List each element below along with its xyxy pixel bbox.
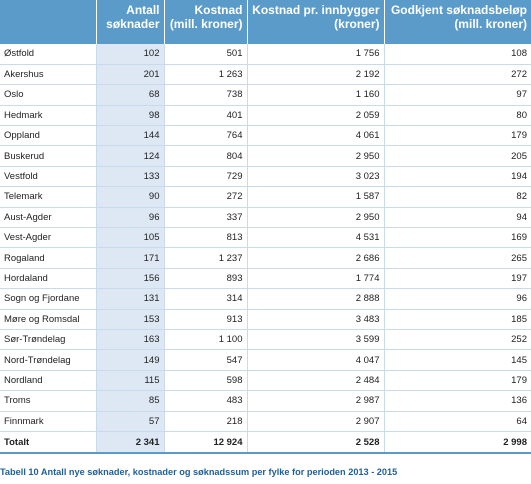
total-row bbox=[0, 431, 531, 453]
total-label: Totalt bbox=[0, 431, 96, 453]
applications-count: 68 bbox=[96, 85, 164, 105]
approved-amount-value: 205 bbox=[384, 146, 531, 166]
table-row bbox=[0, 391, 531, 411]
applications-count: 98 bbox=[96, 105, 164, 125]
approved-amount-value: 136 bbox=[384, 391, 531, 411]
cost-per-capita-value: 4 047 bbox=[247, 350, 384, 370]
approved-amount-value: 96 bbox=[384, 289, 531, 309]
total-approved-amount: 2 998 bbox=[384, 431, 531, 453]
approved-amount-value: 94 bbox=[384, 207, 531, 227]
approved-amount-value: 97 bbox=[384, 85, 531, 105]
cost-value: 598 bbox=[164, 370, 247, 390]
approved-amount-value: 169 bbox=[384, 228, 531, 248]
cost-per-capita-value: 4 061 bbox=[247, 126, 384, 146]
table-row bbox=[0, 146, 531, 166]
county-name: Buskerud bbox=[0, 146, 96, 166]
header-applications-line2: søknader bbox=[106, 17, 160, 31]
table-row bbox=[0, 248, 531, 268]
approved-amount-value: 197 bbox=[384, 268, 531, 288]
cost-value: 738 bbox=[164, 85, 247, 105]
county-name: Finnmark bbox=[0, 411, 96, 431]
applications-count: 131 bbox=[96, 289, 164, 309]
cost-value: 893 bbox=[164, 268, 247, 288]
header-applications bbox=[96, 0, 164, 44]
county-name: Oslo bbox=[0, 85, 96, 105]
cost-value: 337 bbox=[164, 207, 247, 227]
cost-value: 314 bbox=[164, 289, 247, 309]
cost-value: 729 bbox=[164, 166, 247, 186]
header-approved-amount-line1: Godkjent søknadsbeløp bbox=[390, 3, 527, 17]
table-row bbox=[0, 207, 531, 227]
table-body bbox=[0, 44, 531, 453]
header-approved-amount bbox=[384, 0, 531, 44]
county-name: Nordland bbox=[0, 370, 96, 390]
cost-per-capita-value: 4 531 bbox=[247, 228, 384, 248]
cost-per-capita-value: 2 950 bbox=[247, 146, 384, 166]
county-name: Aust-Agder bbox=[0, 207, 96, 227]
approved-amount-value: 145 bbox=[384, 350, 531, 370]
header-cost bbox=[164, 0, 247, 44]
applications-count: 124 bbox=[96, 146, 164, 166]
cost-per-capita-value: 2 059 bbox=[247, 105, 384, 125]
approved-amount-value: 252 bbox=[384, 329, 531, 349]
header-region bbox=[0, 0, 96, 44]
total-applications: 2 341 bbox=[96, 431, 164, 453]
cost-per-capita-value: 2 484 bbox=[247, 370, 384, 390]
cost-value: 804 bbox=[164, 146, 247, 166]
table-row bbox=[0, 126, 531, 146]
applications-count: 149 bbox=[96, 350, 164, 370]
table-row bbox=[0, 228, 531, 248]
header-cost-per-capita-line2: (kroner) bbox=[334, 17, 380, 31]
cost-value: 813 bbox=[164, 228, 247, 248]
table-row bbox=[0, 350, 531, 370]
cost-per-capita-value: 2 907 bbox=[247, 411, 384, 431]
county-name: Møre og Romsdal bbox=[0, 309, 96, 329]
cost-value: 501 bbox=[164, 44, 247, 64]
cost-value: 1 100 bbox=[164, 329, 247, 349]
table-row bbox=[0, 166, 531, 186]
county-name: Sør-Trøndelag bbox=[0, 329, 96, 349]
cost-per-capita-value: 1 756 bbox=[247, 44, 384, 64]
approved-amount-value: 179 bbox=[384, 126, 531, 146]
county-name: Sogn og Fjordane bbox=[0, 289, 96, 309]
cost-per-capita-value: 2 888 bbox=[247, 289, 384, 309]
header-approved-amount-line2: (mill. kroner) bbox=[454, 17, 527, 31]
approved-amount-value: 185 bbox=[384, 309, 531, 329]
cost-value: 218 bbox=[164, 411, 247, 431]
applications-count: 102 bbox=[96, 44, 164, 64]
table-row bbox=[0, 44, 531, 64]
header-cost-per-capita-line1: Kostnad pr. innbygger bbox=[252, 3, 380, 17]
table-header bbox=[0, 0, 531, 44]
approved-amount-value: 80 bbox=[384, 105, 531, 125]
county-name: Østfold bbox=[0, 44, 96, 64]
approved-amount-value: 194 bbox=[384, 166, 531, 186]
cost-per-capita-value: 3 023 bbox=[247, 166, 384, 186]
applications-count: 96 bbox=[96, 207, 164, 227]
approved-amount-value: 179 bbox=[384, 370, 531, 390]
table-row bbox=[0, 309, 531, 329]
applications-count: 163 bbox=[96, 329, 164, 349]
county-name: Telemark bbox=[0, 187, 96, 207]
approved-amount-value: 108 bbox=[384, 44, 531, 64]
county-name: Vest-Agder bbox=[0, 228, 96, 248]
approved-amount-value: 272 bbox=[384, 64, 531, 84]
county-name: Hedmark bbox=[0, 105, 96, 125]
header-cost-per-capita bbox=[247, 0, 384, 44]
cost-per-capita-value: 1 587 bbox=[247, 187, 384, 207]
table-row bbox=[0, 370, 531, 390]
applications-count: 115 bbox=[96, 370, 164, 390]
county-name: Hordaland bbox=[0, 268, 96, 288]
county-name: Vestfold bbox=[0, 166, 96, 186]
applications-count: 133 bbox=[96, 166, 164, 186]
county-name: Nord-Trøndelag bbox=[0, 350, 96, 370]
table-row bbox=[0, 329, 531, 349]
header-row bbox=[0, 0, 531, 44]
cost-per-capita-value: 2 950 bbox=[247, 207, 384, 227]
table-row bbox=[0, 268, 531, 288]
approved-amount-value: 265 bbox=[384, 248, 531, 268]
cost-value: 1 263 bbox=[164, 64, 247, 84]
approved-amount-value: 82 bbox=[384, 187, 531, 207]
cost-value: 272 bbox=[164, 187, 247, 207]
cost-value: 913 bbox=[164, 309, 247, 329]
cost-per-capita-value: 2 987 bbox=[247, 391, 384, 411]
total-cost: 12 924 bbox=[164, 431, 247, 453]
cost-value: 483 bbox=[164, 391, 247, 411]
applications-count: 90 bbox=[96, 187, 164, 207]
cost-value: 547 bbox=[164, 350, 247, 370]
cost-per-capita-value: 3 599 bbox=[247, 329, 384, 349]
cost-per-capita-value: 3 483 bbox=[247, 309, 384, 329]
county-name: Akershus bbox=[0, 64, 96, 84]
table-row bbox=[0, 85, 531, 105]
cost-value: 401 bbox=[164, 105, 247, 125]
applications-count: 156 bbox=[96, 268, 164, 288]
cost-per-capita-value: 1 774 bbox=[247, 268, 384, 288]
approved-amount-value: 64 bbox=[384, 411, 531, 431]
applications-count: 171 bbox=[96, 248, 164, 268]
county-name: Rogaland bbox=[0, 248, 96, 268]
applications-count: 144 bbox=[96, 126, 164, 146]
table-row bbox=[0, 411, 531, 431]
applications-count: 57 bbox=[96, 411, 164, 431]
header-applications-line1: Antall bbox=[126, 3, 160, 17]
county-name: Oppland bbox=[0, 126, 96, 146]
applications-count: 153 bbox=[96, 309, 164, 329]
table-row bbox=[0, 105, 531, 125]
table-caption: Tabell 10 Antall nye søknader, kostnader og søknadssum per fylke for perioden 2013 - 2015 bbox=[0, 467, 398, 477]
cost-per-capita-value: 2 192 bbox=[247, 64, 384, 84]
applications-count: 85 bbox=[96, 391, 164, 411]
header-cost-line1: Kostnad bbox=[194, 3, 243, 17]
applications-count: 201 bbox=[96, 64, 164, 84]
cost-value: 764 bbox=[164, 126, 247, 146]
table-row bbox=[0, 187, 531, 207]
table-row bbox=[0, 64, 531, 84]
county-name: Troms bbox=[0, 391, 96, 411]
cost-per-capita-value: 1 160 bbox=[247, 85, 384, 105]
header-cost-line2: (mill. kroner) bbox=[169, 17, 243, 31]
cost-per-capita-value: 2 686 bbox=[247, 248, 384, 268]
applications-count: 105 bbox=[96, 228, 164, 248]
total-cost-per-capita: 2 528 bbox=[247, 431, 384, 453]
table-row bbox=[0, 289, 531, 309]
cost-value: 1 237 bbox=[164, 248, 247, 268]
